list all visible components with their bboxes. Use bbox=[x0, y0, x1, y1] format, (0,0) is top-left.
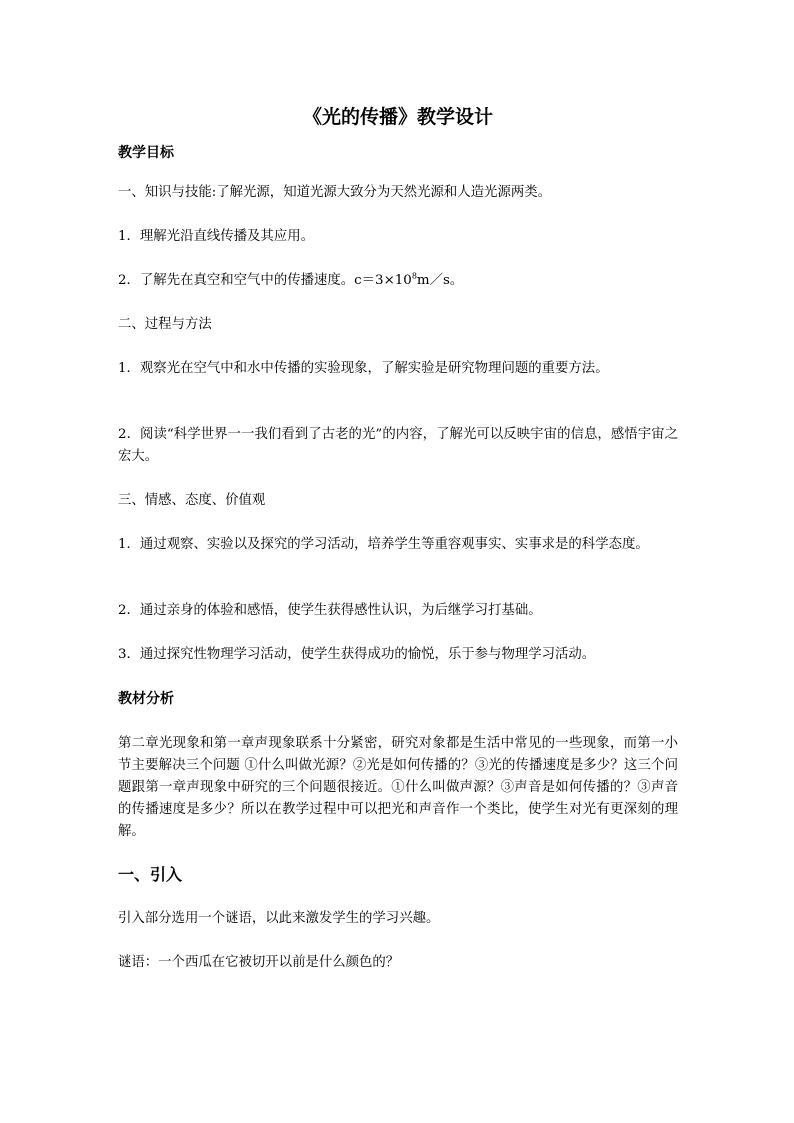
document-title: 《光的传播》教学设计 bbox=[302, 106, 493, 128]
intro-paragraph: 引入部分选用一个谜语，以此来激发学生的学习兴趣。 bbox=[118, 911, 440, 926]
knowledge-paragraph: 一、知识与技能:了解光源，知道光源大致分为天然光源和人造光源两类。 bbox=[118, 185, 552, 200]
emotion-item-3: 3．通过探究性物理学习活动，使学生获得成功的愉悦，乐于参与物理学习活动。 bbox=[118, 647, 596, 662]
speed-text-before: 2．了解先在真空和空气中的传播速度。c＝3×10 bbox=[118, 273, 412, 288]
process-item-2: 2．阅读“科学世界一一我们看到了古老的光”的内容，了解光可以反映宇宙的信息，感悟宇宙之宏大。 bbox=[118, 427, 678, 464]
process-item-1: 1．观察光在空气中和水中传播的实验现象，了解实验是研究物理问题的重要方法。 bbox=[118, 361, 609, 376]
goals-heading: 教学目标 bbox=[118, 145, 174, 161]
intro-heading: 一、引入 bbox=[118, 865, 183, 884]
speed-exponent: 8 bbox=[411, 271, 417, 281]
emotion-item-1: 1．通过观察、实验以及探究的学习活动，培养学生等重容观事实、实事求是的科学态度。 bbox=[118, 537, 649, 552]
process-heading: 二、过程与方法 bbox=[118, 317, 212, 332]
knowledge-item-1: 1．理解光沿直线传播及其应用。 bbox=[118, 229, 314, 244]
analysis-heading: 教材分析 bbox=[118, 691, 174, 707]
knowledge-item-2 bbox=[118, 270, 678, 292]
riddle-paragraph: 谜语：一个西瓜在它被切开以前是什么颜色的？ bbox=[118, 955, 400, 970]
emotion-heading: 三、情感、态度、价值观 bbox=[118, 493, 266, 508]
analysis-paragraph: 第二章光现象和第一章声现象联系十分紧密，研究对象都是生活中常见的一些现象，而第一小节主要解决三个问题 ①什么叫做光源？②光是如何传播的？③光的传播速度是多少？这三个问题跟第一章声现象中研究的三个问题很接近。①什么叫做声源？③声音是如何传播的？③声音的传播速度是多少？所以在教学过程中可以把光和声音作一个类比，使学生对光有更深刻的理解。 bbox=[118, 736, 678, 839]
emotion-item-2: 2．通过亲身的体验和感悟，使学生获得感性认识，为后继学习打基础。 bbox=[118, 603, 542, 618]
speed-text-after: m／s。 bbox=[416, 273, 464, 288]
